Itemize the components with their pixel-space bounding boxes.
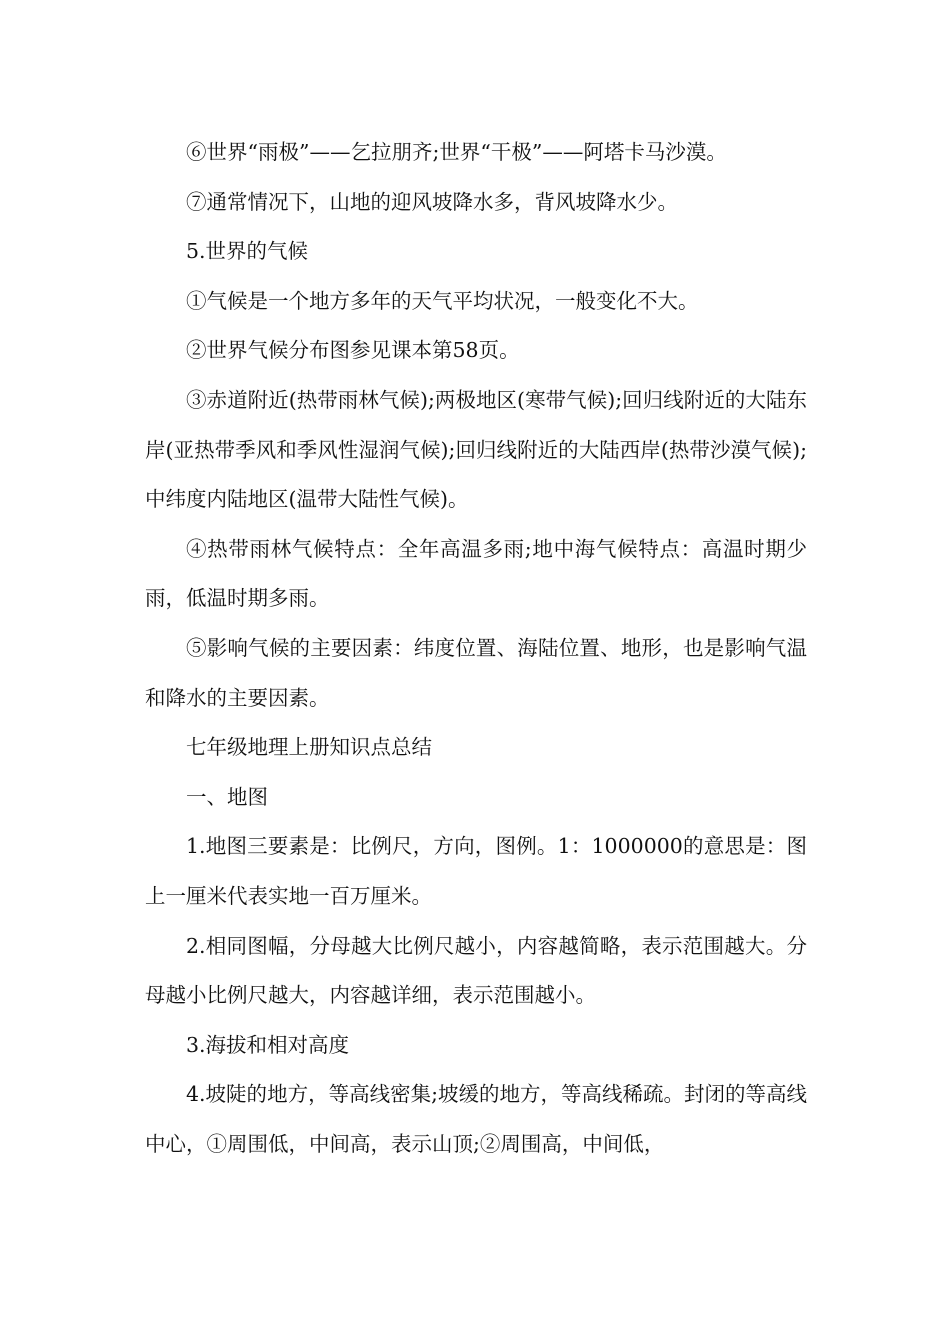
paragraph-climate-distribution: ③赤道附近(热带雨林气候);两极地区(寒带气候);回归线附近的大陆东岸(亚热带季风和季风性湿润气候);回归线附近的大陆西岸(热带沙漠气候);中纬度内陆地区(温带大陆性气候)。 [145, 387, 807, 512]
paragraph-contour-lines: 4.坡陡的地方，等高线密集;坡缓的地方，等高线稀疏。封闭的等高线中心，①周围低，中间高，表示山顶;②周围高，中间低， [145, 1082, 807, 1156]
paragraph-climate-definition: ①气候是一个地方多年的天气平均状况，一般变化不大。 [186, 288, 699, 313]
paragraph-climate-factors: ⑤影响气候的主要因素：纬度位置、海陆位置、地形，也是影响气温和降水的主要因素。 [145, 635, 807, 710]
section-title-summary: 七年级地理上册知识点总结 [186, 735, 432, 760]
paragraph-map-scale: 2.相同图幅，分母越大比例尺越小，内容越简略，表示范围越大。分母越小比例尺越大，内容越详细，表示范围越小。 [145, 933, 807, 1008]
paragraph-climate-features: ④热带雨林气候特点：全年高温多雨;地中海气候特点：高温时期少雨，低温时期多雨。 [145, 536, 807, 611]
paragraph-climate-map: ②世界气候分布图参见课本第58页。 [186, 338, 520, 363]
paragraph-altitude: 3.海拔和相对高度 [186, 1032, 350, 1057]
section-heading-world-climate: 5.世界的气候 [186, 239, 309, 264]
paragraph-windward-slope: ⑦通常情况下，山地的迎风坡降水多，背风坡降水少。 [186, 189, 678, 214]
paragraph-map-elements: 1.地图三要素是：比例尺，方向，图例。1：1000000的意思是：图上一厘米代表实地一百万厘米。 [145, 834, 807, 908]
paragraph-rain-dry-poles: ⑥世界“雨极”——乞拉朋齐;世界“干极”——阿塔卡马沙漠。 [186, 140, 727, 164]
document-body [145, 128, 807, 1169]
section-heading-maps: 一、地图 [186, 784, 268, 809]
